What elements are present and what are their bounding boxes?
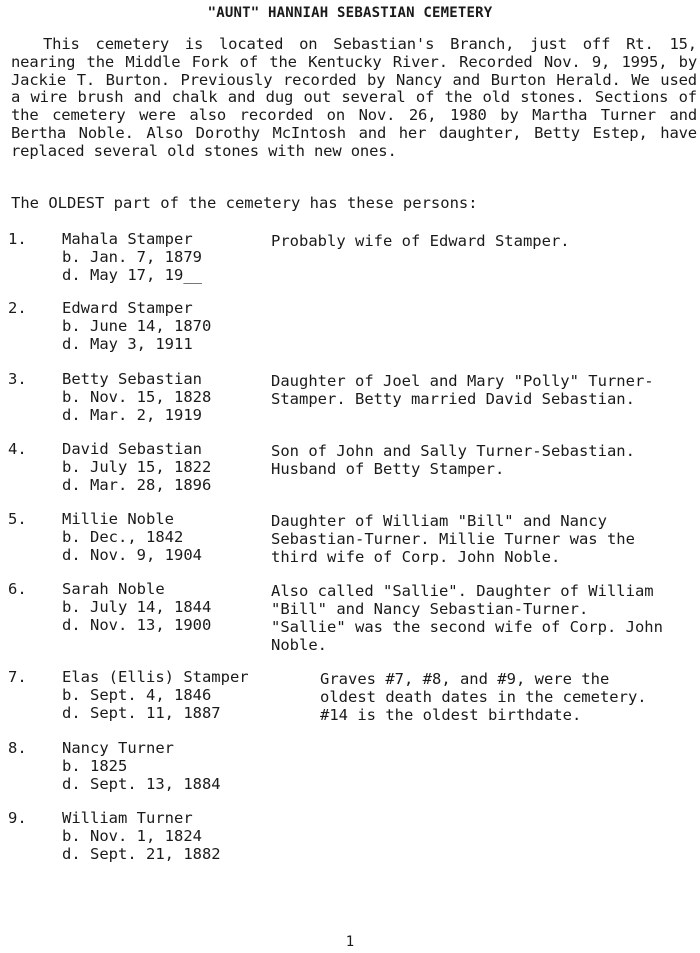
entry-number: 2. (8, 299, 27, 317)
death-date: d. Nov. 13, 1900 (62, 616, 212, 634)
person-name: Mahala Stamper (62, 230, 193, 248)
entry-note: Graves #7, #8, and #9, were the oldest death dates in the cemetery. #14 is the oldest birthdate. (320, 670, 647, 724)
birth-date: b. Sept. 4, 1846 (62, 686, 212, 704)
person-name: Nancy Turner (62, 739, 174, 757)
entry-number: 5. (8, 510, 27, 528)
intro-paragraph: This cemetery is located on Sebastian's Branch, just off Rt. 15, nearing the Middle Fork of the Kentucky River. Recorded Nov. 9, 1995, by Jackie T. Burton. Previously recorded by Nancy and Burton Herald. We used a wire brush and chalk and dug out several of the old stones. Sections of the cemetery were also recorded on Nov. 26, 1980 by Martha Turner and Bertha Noble. Also Dorothy McIntosh and her daughter, Betty Estep, have replaced several old stones with new ones. (11, 35, 697, 160)
person-name: David Sebastian (62, 440, 202, 458)
page-title: "AUNT" HANNIAH SEBASTIAN CEMETERY (207, 5, 493, 21)
birth-date: b. June 14, 1870 (62, 317, 212, 335)
entry-number: 3. (8, 370, 27, 388)
death-date: d. Sept. 21, 1882 (62, 845, 221, 863)
death-date: d. Mar. 28, 1896 (62, 476, 212, 494)
birth-date: b. Nov. 15, 1828 (62, 388, 212, 406)
entry-number: 8. (8, 739, 27, 757)
entry-note: Probably wife of Edward Stamper. (271, 232, 570, 250)
entry-number: 7. (8, 668, 27, 686)
entry-note: Son of John and Sally Turner-Sebastian. Husband of Betty Stamper. (271, 442, 635, 478)
oldest-heading: The OLDEST part of the cemetery has these persons: (11, 194, 478, 212)
entry-note: Also called "Sallie". Daughter of William "Bill" and Nancy Sebastian-Turner. "Sallie" was the second wife of Corp. John Noble. (271, 582, 663, 654)
death-date: d. May 17, 19__ (62, 266, 202, 284)
birth-date: b. July 14, 1844 (62, 598, 212, 616)
entry-note: Daughter of William "Bill" and Nancy Sebastian-Turner. Millie Turner was the third wife of Corp. John Noble. (271, 512, 635, 566)
entry-number: 4. (8, 440, 27, 458)
entry-number: 1. (8, 230, 27, 248)
person-name: Sarah Noble (62, 580, 165, 598)
page-number: 1 (345, 934, 355, 950)
person-name: William Turner (62, 809, 193, 827)
death-date: d. Sept. 11, 1887 (62, 704, 221, 722)
death-date: d. Nov. 9, 1904 (62, 546, 202, 564)
entry-number: 9. (8, 809, 27, 827)
birth-date: b. Jan. 7, 1879 (62, 248, 202, 266)
person-name: Betty Sebastian (62, 370, 202, 388)
entry-number: 6. (8, 580, 27, 598)
death-date: d. May 3, 1911 (62, 335, 193, 353)
death-date: d. Mar. 2, 1919 (62, 406, 202, 424)
birth-date: b. Dec., 1842 (62, 528, 184, 546)
birth-date: b. Nov. 1, 1824 (62, 827, 202, 845)
birth-date: b. July 15, 1822 (62, 458, 212, 476)
entry-note: Daughter of Joel and Mary "Polly" Turner- Stamper. Betty married David Sebastian. (271, 372, 654, 408)
birth-date: b. 1825 (62, 757, 128, 775)
person-name: Elas (Ellis) Stamper (62, 668, 249, 686)
person-name: Edward Stamper (62, 299, 193, 317)
person-name: Millie Noble (62, 510, 174, 528)
death-date: d. Sept. 13, 1884 (62, 775, 221, 793)
